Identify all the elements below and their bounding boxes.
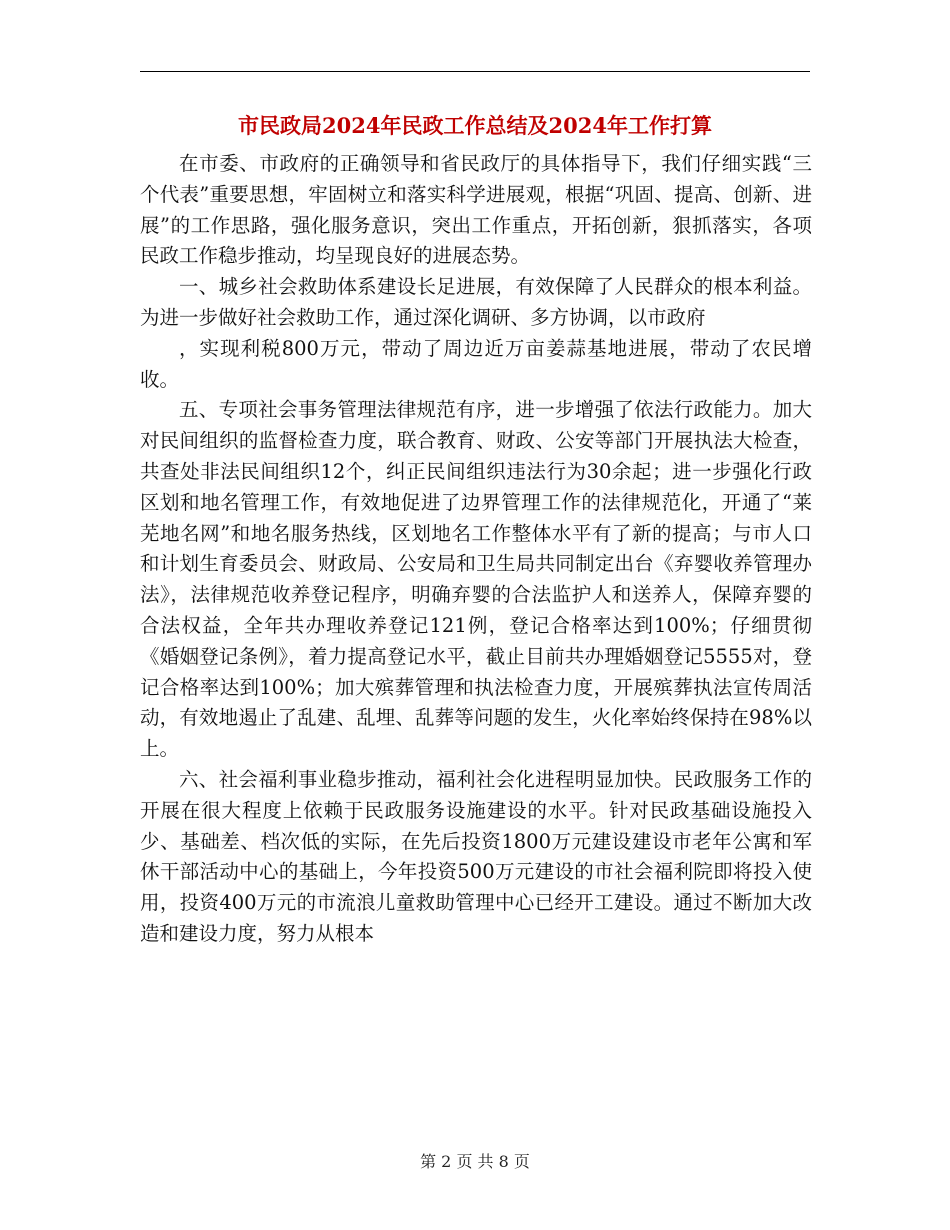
page-footer: 第 2 页 共 8 页 <box>420 1152 530 1171</box>
paragraph-section-5: 五、专项社会事务管理法律规范有序，进一步增强了依法行政能力。加大对民间组织的监督检查力度，联合教育、财政、公安等部门开展执法大检查，共查处非法民间组织12个，纠正民间组织违法行为30余起；进一步强化行政区划和地名管理工作，有效地促进了边界管理工作的法律规范化，开通了“莱芜地名网”和地名服务热线，区划地名工作整体水平有了新的提高；与市人口和计划生育委员会、财政局、公安局和卫生局共同制定出台《弃婴收养管理办法》，法律规范收养登记程序，明确弃婴的合法监护人和送养人，保障弃婴的合法权益，全年共办理收养登记121例，登记合格率达到100%；仔细贯彻《婚姻登记条例》，着力提高登记水平，截止目前共办理婚姻登记5555对，登记合格率达到100%；加大殡葬管理和执法检查力度，开展殡葬执法宣传周活动，有效地遏止了乱建、乱埋、乱葬等问题的发生，火化率始终保持在98%以上。 <box>140 398 812 761</box>
document-body <box>140 149 812 950</box>
paragraph-fragment: ，实现利税800万元，带动了周边近万亩姜蒜基地进展，带动了农民增收。 <box>140 336 812 391</box>
paragraph-section-1: 一、城乡社会救助体系建设长足进展，有效保障了人民群众的根本利益。为进一步做好社会救助工作，通过深化调研、多方协调，以市政府 <box>140 275 812 329</box>
paragraph-intro: 在市委、市政府的正确领导和省民政厅的具体指导下，我们仔细实践“三个代表”重要思想，牢固树立和落实科学进展观，根据“巩固、提高、创新、进展”的工作思路，强化服务意识，突出工作重点，开拓创新，狠抓落实，各项民政工作稳步推动，均呈现良好的进展态势。 <box>140 152 812 268</box>
paragraph-section-6: 六、社会福利事业稳步推动，福利社会化进程明显加快。民政服务工作的开展在很大程度上依赖于民政服务设施建设的水平。针对民政基础设施投入少、基础差、档次低的实际，在先后投资1800万元建设建设市老年公寓和军休干部活动中心的基础上，今年投资500万元建设的市社会福利院即将投入使用，投资400万元的市流浪儿童救助管理中心已经开工建设。通过不断加大改造和建设力度，努力从根本 <box>140 767 812 945</box>
document-title: 市民政局2024年民政工作总结及2024年工作打算 <box>238 113 712 138</box>
header-rule <box>140 71 810 72</box>
